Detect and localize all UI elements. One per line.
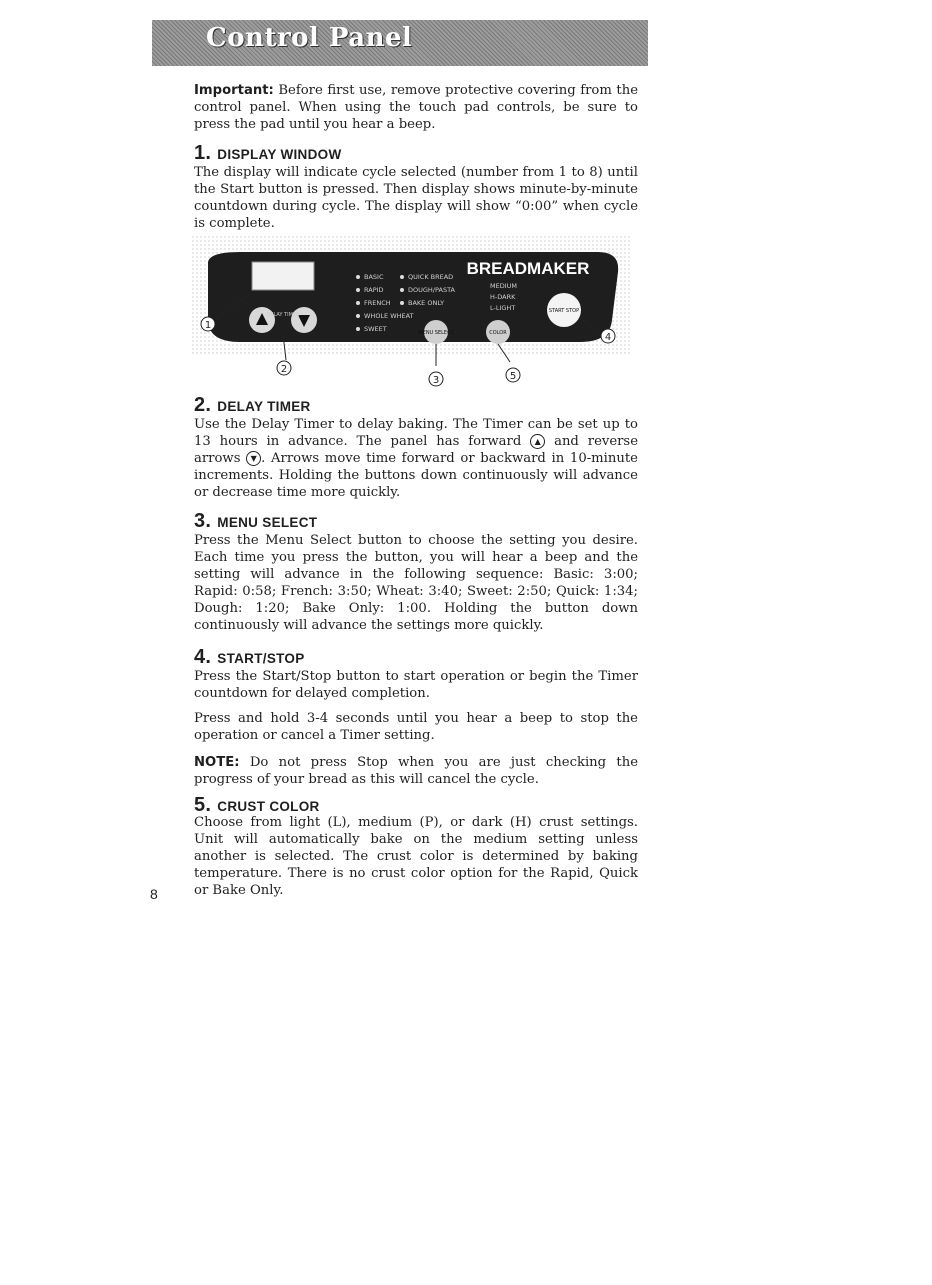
menu-item-dough-pasta: DOUGH/PASTA (408, 286, 455, 294)
section-2-paragraph (194, 416, 638, 501)
section-3-title: MENU SELECT (217, 515, 318, 530)
important-text: Before first use, remove protective covering from the control panel. When using the touch pad controls, be sure to press the pad until you hear a beep. (194, 83, 638, 132)
section-4-heading (194, 646, 305, 669)
menu-select-label: MENU SELECT (418, 330, 454, 336)
menu-item-whole-wheat: WHOLE WHEAT (364, 312, 414, 320)
delay-label: DELAY TIMER (266, 312, 300, 318)
important-label: Important: (194, 83, 274, 98)
crust-light-label: L-LIGHT (490, 304, 516, 312)
page-title: Control Panel (206, 23, 413, 53)
section-4-paragraph-1: Press the Start/Stop button to start operation or begin the Timer countdown for delayed completion. (194, 669, 638, 701)
callout-5: 5 (509, 371, 517, 382)
brand-label: BREADMAKER (466, 259, 590, 278)
note-label: NOTE: (194, 755, 240, 770)
section-5-number: 5. (194, 794, 212, 816)
section-1-heading (194, 142, 342, 165)
section-4-note (194, 754, 638, 788)
note-text: Do not press Stop when you are just checking the progress of your bread as this will cancel the cycle. (194, 755, 638, 787)
section-4-title: START/STOP (217, 651, 305, 666)
section-2-text-a: Use the Delay Timer to delay baking. The Timer can be set up to 13 hours in advance. The panel has forward (194, 417, 638, 449)
section-3-paragraph: Press the Menu Select button to choose the setting you desire. Each time you press the button, you will hear a beep and the setting will advance in the following sequence: Basic: 3:00; Rapid: 0:58; French: 3:50; Wheat: 3:40; Sweet: 2:50; Quick: 1:34; Dough: 1:20; Bake Only: 1:00. Holding the button down continuously will advance the settings more quickly. (194, 533, 638, 633)
callout-2: 2 (280, 364, 288, 375)
section-3-heading (194, 510, 317, 533)
section-1-paragraph: The display will indicate cycle selected (number from 1 to 8) until the Start button is pressed. Then display shows minute-by-minute countdown during cycle. The display will show “0:00” when cycle is complete. (194, 165, 638, 231)
color-button-label: COLOR (489, 330, 507, 336)
reverse-arrow-icon: ▼ (246, 451, 261, 466)
menu-item-basic: BASIC (364, 273, 384, 281)
section-2-heading (194, 394, 311, 417)
section-3-number: 3. (194, 510, 212, 532)
section-2-number: 2. (194, 394, 212, 416)
control-panel-illustration (180, 232, 640, 392)
section-1-number: 1. (194, 142, 212, 164)
menu-item-rapid: RAPID (364, 286, 384, 294)
callout-3: 3 (432, 375, 440, 386)
forward-arrow-icon: ▲ (530, 434, 545, 449)
menu-item-quick-bread: QUICK BREAD (408, 273, 454, 281)
section-4-number: 4. (194, 646, 212, 668)
crust-dark-label: H-DARK (490, 293, 516, 301)
menu-item-french: FRENCH (364, 299, 391, 307)
page-number: 8 (150, 886, 158, 902)
section-4-paragraph-2: Press and hold 3-4 seconds until you hear a beep to stop the operation or cancel a Timer setting. (194, 711, 638, 743)
callout-4: 4 (604, 332, 612, 343)
crust-medium-label: MEDIUM (490, 282, 518, 290)
start-stop-label: START STOP (548, 308, 580, 314)
menu-item-bake-only: BAKE ONLY (408, 299, 445, 307)
display-window (252, 262, 314, 290)
section-5-paragraph: Choose from light (L), medium (P), or dark (H) crust settings. Unit will automatically bake on the medium setting unless another is selected. The crust color is determined by baking temperature. There is no crust color option for the Rapid, Quick or Bake Only. (194, 815, 638, 898)
section-2-title: DELAY TIMER (217, 399, 311, 414)
section-2-text-b: and reverse arrows (194, 434, 639, 466)
section-2-text-c: . Arrows move time forward or backward in 10-minute increments. Holding the buttons down continuously will advance or decrease time more quickly. (194, 451, 638, 500)
section-1-title: DISPLAY WINDOW (217, 147, 342, 162)
callout-1: 1 (204, 320, 212, 331)
menu-item-sweet: SWEET (364, 325, 387, 333)
important-paragraph (194, 82, 638, 133)
section-5-title: CRUST COLOR (217, 799, 320, 814)
page-header (152, 20, 648, 66)
